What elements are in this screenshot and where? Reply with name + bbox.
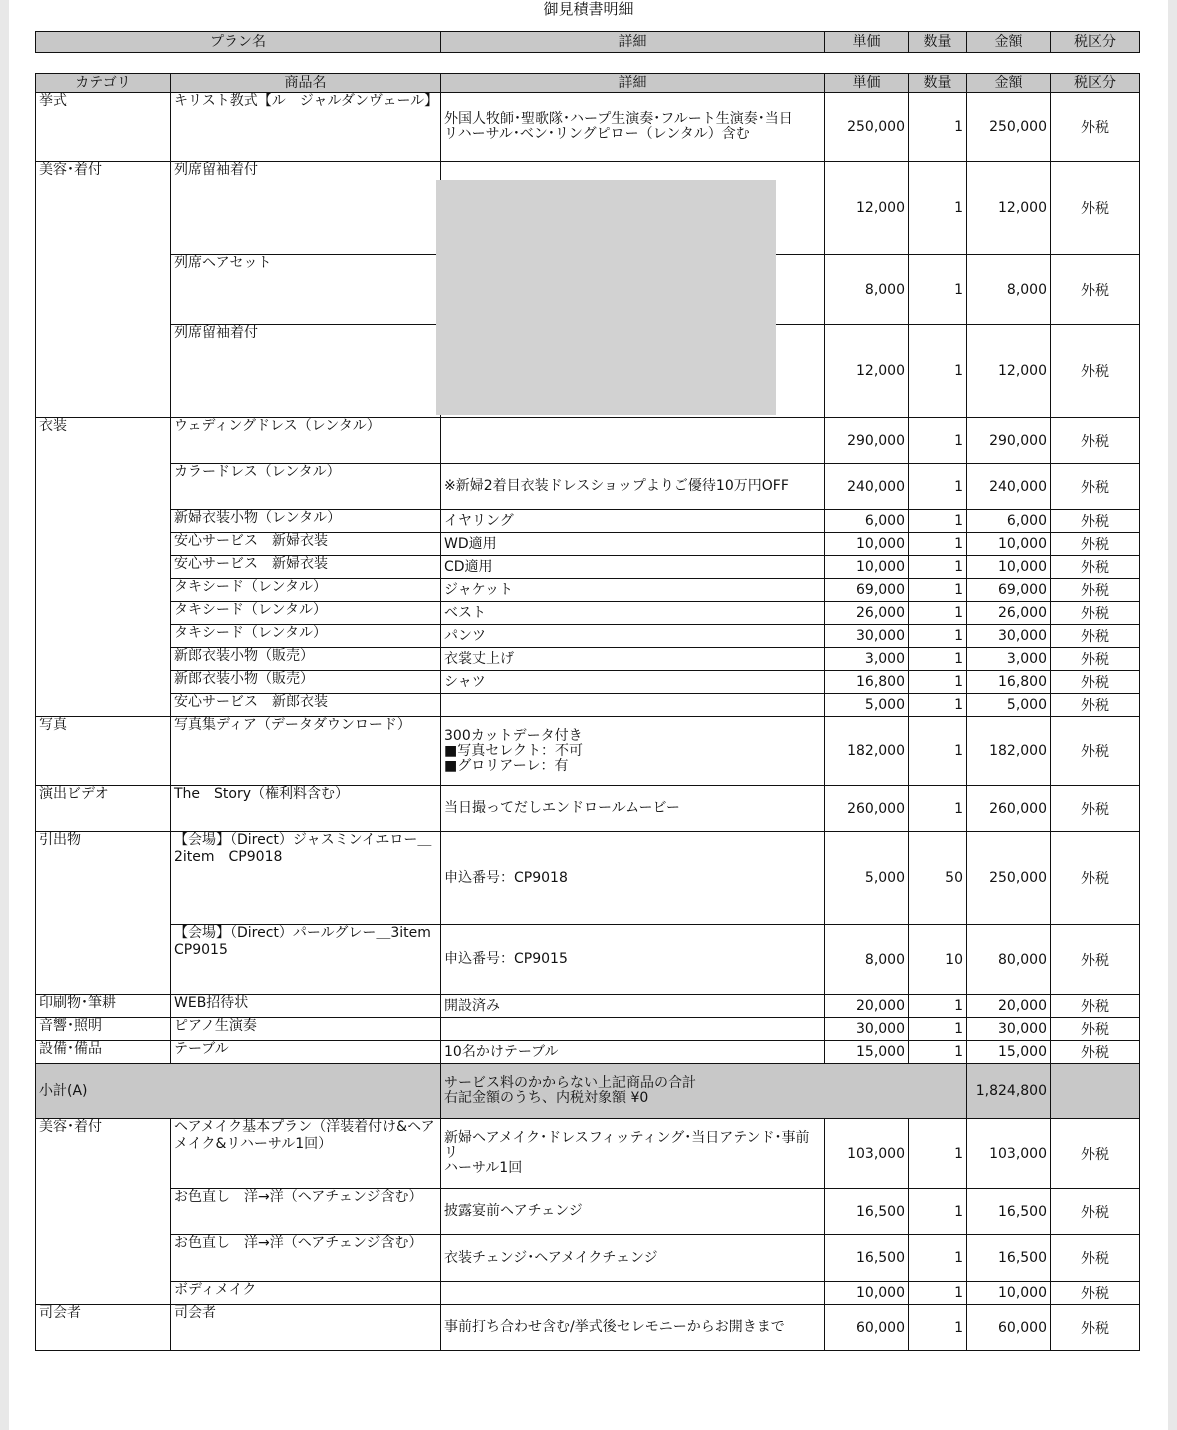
quantity-cell: 1 bbox=[909, 1189, 967, 1235]
detail-cell: 300カットデータ付き ■写真セレクト：不可 ■グロリアーレ：有 bbox=[441, 717, 825, 786]
tax-type-cell: 外税 bbox=[1051, 510, 1140, 533]
product-name-cell: 【会場】（Direct）ジャスミンイエロー＿2item CP9018 bbox=[171, 832, 441, 925]
product-name-cell: テーブル bbox=[171, 1041, 441, 1064]
unit-price-cell: 182,000 bbox=[825, 717, 909, 786]
detail-cell bbox=[441, 1282, 825, 1305]
tax-type-cell: 外税 bbox=[1051, 418, 1140, 464]
unit-price-cell: 16,800 bbox=[825, 671, 909, 694]
detail-cell: シャツ bbox=[441, 671, 825, 694]
table-row bbox=[36, 418, 1140, 464]
unit-price-cell: 60,000 bbox=[825, 1305, 909, 1351]
tax-type-cell: 外税 bbox=[1051, 1305, 1140, 1351]
tax-type-cell: 外税 bbox=[1051, 694, 1140, 717]
category-cell: 司会者 bbox=[36, 1305, 171, 1351]
detail-cell bbox=[441, 418, 825, 464]
unit-price-cell: 10,000 bbox=[825, 556, 909, 579]
category-cell: 美容･着付 bbox=[36, 1119, 171, 1305]
unit-price-cell: 69,000 bbox=[825, 579, 909, 602]
tax-type-cell: 外税 bbox=[1051, 255, 1140, 325]
plan-qty-header: 数量 bbox=[909, 32, 967, 53]
product-name-cell: ボディメイク bbox=[171, 1282, 441, 1305]
tax-header: 税区分 bbox=[1051, 74, 1140, 93]
amount-cell: 30,000 bbox=[967, 625, 1051, 648]
table-row bbox=[36, 1018, 1140, 1041]
unit-price-cell: 15,000 bbox=[825, 1041, 909, 1064]
amount-cell: 12,000 bbox=[967, 162, 1051, 255]
amount-cell: 16,800 bbox=[967, 671, 1051, 694]
detail-cell: 申込番号：CP9015 bbox=[441, 925, 825, 995]
quantity-cell: 1 bbox=[909, 579, 967, 602]
tax-type-cell: 外税 bbox=[1051, 1041, 1140, 1064]
quantity-cell: 1 bbox=[909, 1119, 967, 1189]
plan-tax-header: 税区分 bbox=[1051, 32, 1140, 53]
subtotal-note: サービス料のかからない上記商品の合計 右記金額のうち、内税対象額 ¥0 bbox=[441, 1064, 967, 1119]
tax-type-cell: 外税 bbox=[1051, 648, 1140, 671]
detail-header: 詳細 bbox=[441, 74, 825, 93]
quantity-cell: 1 bbox=[909, 1282, 967, 1305]
tax-type-cell: 外税 bbox=[1051, 1119, 1140, 1189]
table-row bbox=[36, 832, 1140, 925]
tax-type-cell: 外税 bbox=[1051, 786, 1140, 832]
table-row bbox=[36, 93, 1140, 162]
tax-type-cell: 外税 bbox=[1051, 579, 1140, 602]
product-name-cell: 安心サービス 新婦衣装 bbox=[171, 556, 441, 579]
quantity-cell: 1 bbox=[909, 671, 967, 694]
tax-type-cell: 外税 bbox=[1051, 995, 1140, 1018]
table-row bbox=[36, 648, 1140, 671]
unit-price-cell: 30,000 bbox=[825, 1018, 909, 1041]
quantity-cell: 1 bbox=[909, 510, 967, 533]
tax-type-cell: 外税 bbox=[1051, 162, 1140, 255]
product-name-cell: 司会者 bbox=[171, 1305, 441, 1351]
quantity-cell: 1 bbox=[909, 255, 967, 325]
unit-price-cell: 16,500 bbox=[825, 1189, 909, 1235]
detail-cell: WD適用 bbox=[441, 533, 825, 556]
product-name-cell: タキシード（レンタル） bbox=[171, 579, 441, 602]
table-row bbox=[36, 579, 1140, 602]
quantity-cell: 1 bbox=[909, 625, 967, 648]
quantity-cell: 1 bbox=[909, 717, 967, 786]
product-name-cell: ウェディングドレス（レンタル） bbox=[171, 418, 441, 464]
table-row bbox=[36, 556, 1140, 579]
detail-cell: 披露宴前ヘアチェンジ bbox=[441, 1189, 825, 1235]
amount-cell: 250,000 bbox=[967, 832, 1051, 925]
tax-type-cell: 外税 bbox=[1051, 325, 1140, 418]
unit-price-cell: 260,000 bbox=[825, 786, 909, 832]
amount-cell: 10,000 bbox=[967, 1282, 1051, 1305]
detail-cell bbox=[441, 1018, 825, 1041]
tax-type-cell: 外税 bbox=[1051, 464, 1140, 510]
amount-cell: 240,000 bbox=[967, 464, 1051, 510]
amount-cell: 12,000 bbox=[967, 325, 1051, 418]
category-cell: 挙式 bbox=[36, 93, 171, 162]
amount-cell: 16,500 bbox=[967, 1235, 1051, 1282]
unit-price-cell: 10,000 bbox=[825, 533, 909, 556]
amount-cell: 182,000 bbox=[967, 717, 1051, 786]
table-row bbox=[36, 1282, 1140, 1305]
category-cell: 写真 bbox=[36, 717, 171, 786]
quantity-cell: 1 bbox=[909, 1018, 967, 1041]
table-row bbox=[36, 995, 1140, 1018]
product-name-cell: 列席留袖着付 bbox=[171, 162, 441, 255]
amount-cell: 16,500 bbox=[967, 1189, 1051, 1235]
unit-price-cell: 26,000 bbox=[825, 602, 909, 625]
amount-cell: 260,000 bbox=[967, 786, 1051, 832]
category-cell: 演出ビデオ bbox=[36, 786, 171, 832]
quantity-cell: 1 bbox=[909, 694, 967, 717]
plan-price-header: 単価 bbox=[825, 32, 909, 53]
category-cell: 引出物 bbox=[36, 832, 171, 995]
product-name-cell: お色直し 洋→洋（ヘアチェンジ含む） bbox=[171, 1189, 441, 1235]
tax-type-cell: 外税 bbox=[1051, 625, 1140, 648]
subtotal-tax bbox=[1051, 1064, 1140, 1119]
detail-cell: 新婦ヘアメイク･ドレスフィッティング･当日アテンド･事前リ ハーサル1回 bbox=[441, 1119, 825, 1189]
product-name-cell: タキシード（レンタル） bbox=[171, 602, 441, 625]
plan-amount-header: 金額 bbox=[967, 32, 1051, 53]
tax-type-cell: 外税 bbox=[1051, 925, 1140, 995]
tax-type-cell: 外税 bbox=[1051, 93, 1140, 162]
category-header: カテゴリ bbox=[36, 74, 171, 93]
category-cell: 音響･照明 bbox=[36, 1018, 171, 1041]
plan-name-header: プラン名 bbox=[36, 32, 441, 53]
quantity-cell: 1 bbox=[909, 602, 967, 625]
quantity-cell: 1 bbox=[909, 995, 967, 1018]
amount-cell: 60,000 bbox=[967, 1305, 1051, 1351]
detail-cell: 衣裳丈上げ bbox=[441, 648, 825, 671]
product-name-cell: ヘアメイク基本プラン（洋装着付け&ヘアメイク&リハーサル1回） bbox=[171, 1119, 441, 1189]
table-row bbox=[36, 533, 1140, 556]
product-name-cell: 写真集ディア（データダウンロード） bbox=[171, 717, 441, 786]
unit-price-cell: 5,000 bbox=[825, 832, 909, 925]
product-name-cell: 列席留袖着付 bbox=[171, 325, 441, 418]
quantity-cell: 1 bbox=[909, 648, 967, 671]
unit-price-cell: 12,000 bbox=[825, 162, 909, 255]
detail-cell: 事前打ち合わせ含む/挙式後セレモニーからお開きまで bbox=[441, 1305, 825, 1351]
detail-cell: CD適用 bbox=[441, 556, 825, 579]
amount-cell: 80,000 bbox=[967, 925, 1051, 995]
unit-price-cell: 30,000 bbox=[825, 625, 909, 648]
unit-price-cell: 5,000 bbox=[825, 694, 909, 717]
tax-type-cell: 外税 bbox=[1051, 533, 1140, 556]
tax-type-cell: 外税 bbox=[1051, 1282, 1140, 1305]
amount-cell: 15,000 bbox=[967, 1041, 1051, 1064]
tax-type-cell: 外税 bbox=[1051, 1189, 1140, 1235]
table-row bbox=[36, 602, 1140, 625]
amount-header: 金額 bbox=[967, 74, 1051, 93]
product-name-cell: キリスト教式【ル ジャルダンヴェール】 bbox=[171, 93, 441, 162]
product-name-cell: WEB招待状 bbox=[171, 995, 441, 1018]
tax-type-cell: 外税 bbox=[1051, 1235, 1140, 1282]
product-header: 商品名 bbox=[171, 74, 441, 93]
unit-price-cell: 20,000 bbox=[825, 995, 909, 1018]
product-name-cell: カラードレス（レンタル） bbox=[171, 464, 441, 510]
detail-cell: イヤリング bbox=[441, 510, 825, 533]
tax-type-cell: 外税 bbox=[1051, 832, 1140, 925]
amount-cell: 6,000 bbox=[967, 510, 1051, 533]
amount-cell: 3,000 bbox=[967, 648, 1051, 671]
table-row bbox=[36, 1119, 1140, 1189]
subtotal-amount: 1,824,800 bbox=[967, 1064, 1051, 1119]
quantity-cell: 1 bbox=[909, 418, 967, 464]
quantity-cell: 1 bbox=[909, 1305, 967, 1351]
product-name-cell: ピアノ生演奏 bbox=[171, 1018, 441, 1041]
table-row bbox=[36, 510, 1140, 533]
quantity-cell: 10 bbox=[909, 925, 967, 995]
product-name-cell: タキシード（レンタル） bbox=[171, 625, 441, 648]
price-header: 単価 bbox=[825, 74, 909, 93]
table-row bbox=[36, 717, 1140, 786]
detail-cell: 衣装チェンジ･ヘアメイクチェンジ bbox=[441, 1235, 825, 1282]
plan-detail-header: 詳細 bbox=[441, 32, 825, 53]
detail-cell: 開設済み bbox=[441, 995, 825, 1018]
table-row bbox=[36, 786, 1140, 832]
quantity-cell: 1 bbox=[909, 162, 967, 255]
unit-price-cell: 3,000 bbox=[825, 648, 909, 671]
unit-price-cell: 6,000 bbox=[825, 510, 909, 533]
amount-cell: 69,000 bbox=[967, 579, 1051, 602]
document-title: 御見積書明細 bbox=[543, 0, 634, 18]
amount-cell: 8,000 bbox=[967, 255, 1051, 325]
product-name-cell: The Story（権利料含む） bbox=[171, 786, 441, 832]
quantity-cell: 1 bbox=[909, 93, 967, 162]
unit-price-cell: 8,000 bbox=[825, 925, 909, 995]
tax-type-cell: 外税 bbox=[1051, 717, 1140, 786]
plan-header-table bbox=[35, 31, 1140, 53]
detail-cell: 当日撮ってだしエンドロールムービー bbox=[441, 786, 825, 832]
detail-cell: パンツ bbox=[441, 625, 825, 648]
product-name-cell: 新婦衣装小物（レンタル） bbox=[171, 510, 441, 533]
quantity-cell: 50 bbox=[909, 832, 967, 925]
tax-type-cell: 外税 bbox=[1051, 671, 1140, 694]
table-row bbox=[36, 464, 1140, 510]
product-name-cell: 安心サービス 新婦衣装 bbox=[171, 533, 441, 556]
category-cell: 印刷物･筆耕 bbox=[36, 995, 171, 1018]
unit-price-cell: 12,000 bbox=[825, 325, 909, 418]
category-cell: 衣装 bbox=[36, 418, 171, 717]
table-row bbox=[36, 671, 1140, 694]
quantity-cell: 1 bbox=[909, 1235, 967, 1282]
detail-cell: ジャケット bbox=[441, 579, 825, 602]
detail-cell: 10名かけテーブル bbox=[441, 1041, 825, 1064]
subtotal-label: 小計(A) bbox=[36, 1064, 441, 1119]
table-row bbox=[36, 694, 1140, 717]
product-name-cell: 【会場】（Direct）パールグレー＿3item CP9015 bbox=[171, 925, 441, 995]
amount-cell: 250,000 bbox=[967, 93, 1051, 162]
table-row bbox=[36, 1235, 1140, 1282]
quantity-cell: 1 bbox=[909, 533, 967, 556]
product-name-cell: 新郎衣装小物（販売） bbox=[171, 671, 441, 694]
amount-cell: 20,000 bbox=[967, 995, 1051, 1018]
quantity-cell: 1 bbox=[909, 1041, 967, 1064]
amount-cell: 10,000 bbox=[967, 533, 1051, 556]
amount-cell: 103,000 bbox=[967, 1119, 1051, 1189]
unit-price-cell: 8,000 bbox=[825, 255, 909, 325]
detail-cell: ※新婦2着目衣装ドレスショップよりご優待10万円OFF bbox=[441, 464, 825, 510]
category-cell: 設備･備品 bbox=[36, 1041, 171, 1064]
table-row bbox=[36, 1041, 1140, 1064]
amount-cell: 290,000 bbox=[967, 418, 1051, 464]
detail-cell: ベスト bbox=[441, 602, 825, 625]
unit-price-cell: 16,500 bbox=[825, 1235, 909, 1282]
product-name-cell: お色直し 洋→洋（ヘアチェンジ含む） bbox=[171, 1235, 441, 1282]
unit-price-cell: 240,000 bbox=[825, 464, 909, 510]
quantity-cell: 1 bbox=[909, 556, 967, 579]
table-row bbox=[36, 1189, 1140, 1235]
unit-price-cell: 10,000 bbox=[825, 1282, 909, 1305]
table-row bbox=[36, 1064, 1140, 1119]
detail-cell bbox=[441, 694, 825, 717]
quantity-cell: 1 bbox=[909, 325, 967, 418]
amount-cell: 5,000 bbox=[967, 694, 1051, 717]
table-row bbox=[36, 625, 1140, 648]
quantity-cell: 1 bbox=[909, 464, 967, 510]
unit-price-cell: 103,000 bbox=[825, 1119, 909, 1189]
product-name-cell: 列席ヘアセット bbox=[171, 255, 441, 325]
redacted-area bbox=[436, 180, 776, 415]
amount-cell: 10,000 bbox=[967, 556, 1051, 579]
product-name-cell: 安心サービス 新郎衣装 bbox=[171, 694, 441, 717]
detail-cell: 外国人牧師･聖歌隊･ハープ生演奏･フルート生演奏･当日 リハーサル･ベン･リングピロー（レンタル）含む bbox=[441, 93, 825, 162]
tax-type-cell: 外税 bbox=[1051, 556, 1140, 579]
tax-type-cell: 外税 bbox=[1051, 1018, 1140, 1041]
amount-cell: 26,000 bbox=[967, 602, 1051, 625]
tax-type-cell: 外税 bbox=[1051, 602, 1140, 625]
detail-cell: 申込番号：CP9018 bbox=[441, 832, 825, 925]
amount-cell: 30,000 bbox=[967, 1018, 1051, 1041]
quantity-cell: 1 bbox=[909, 786, 967, 832]
category-cell: 美容･着付 bbox=[36, 162, 171, 418]
unit-price-cell: 290,000 bbox=[825, 418, 909, 464]
qty-header: 数量 bbox=[909, 74, 967, 93]
table-row bbox=[36, 1305, 1140, 1351]
table-row bbox=[36, 925, 1140, 995]
unit-price-cell: 250,000 bbox=[825, 93, 909, 162]
product-name-cell: 新郎衣装小物（販売） bbox=[171, 648, 441, 671]
